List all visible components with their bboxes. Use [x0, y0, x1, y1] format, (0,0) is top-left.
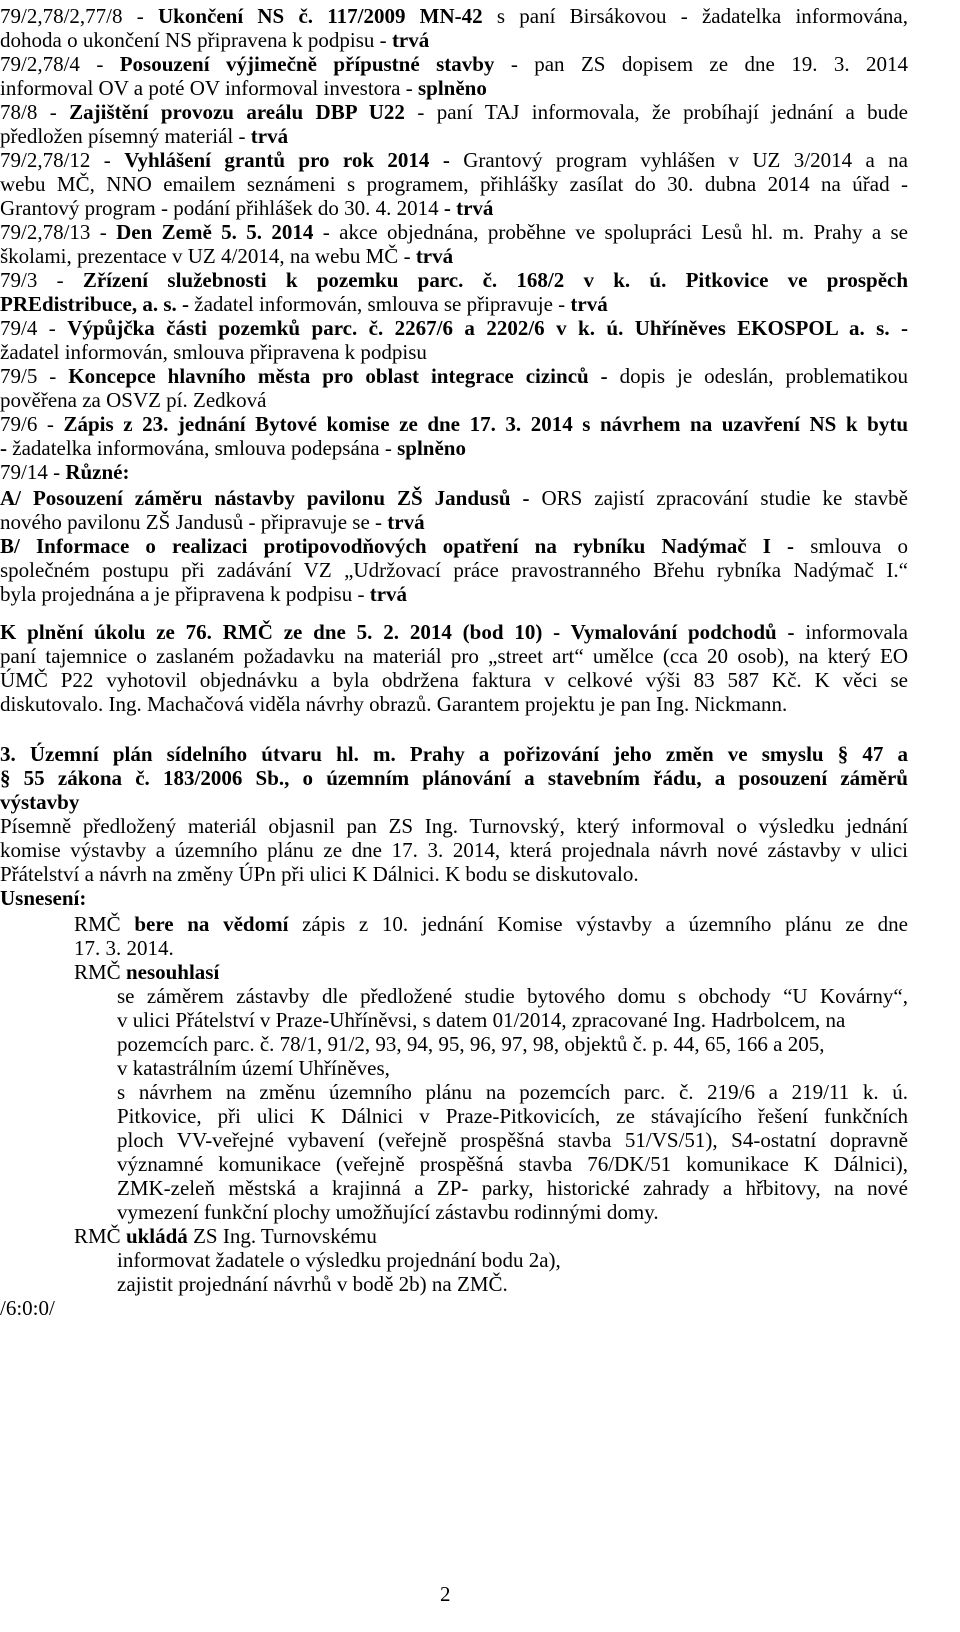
text-line [0, 862, 960, 886]
bold-text: - trvá [443, 196, 494, 220]
text-line [74, 1248, 908, 1272]
text-span: ZS Ing. Turnovskému [187, 1224, 377, 1248]
text-line [117, 1056, 908, 1080]
page-number: 2 [440, 1582, 451, 1606]
text-line [0, 340, 960, 364]
text-span: 79/3 - [0, 268, 83, 292]
text-line [0, 558, 908, 582]
text-line [74, 1080, 908, 1104]
bold-text: B/ Informace o realizaci protipovodňových opatření na rybníku Nadýmač I - [0, 534, 795, 558]
text-line [40, 960, 908, 984]
bold-text: Usnesení: [0, 886, 87, 910]
text-line [0, 692, 960, 716]
text-line [0, 886, 960, 910]
text-line [0, 268, 908, 292]
text-span: komise výstavby a územního plánu ze dne 17. 3. 2014, která projednala návrh nové zástavby v ulici [0, 838, 908, 862]
text-span: Grantový program - podání přihlášek do 30. 4. 2014 [0, 196, 444, 220]
text-line [0, 460, 960, 484]
bold-text: - [0, 436, 7, 460]
text-line [0, 292, 960, 316]
text-line [0, 436, 960, 460]
text-span: ÚMČ P22 vyhotovil objednávku a byla obdržena faktura v celkové výši 83 587 Kč. K věci se [0, 668, 908, 692]
text-span: 79/4 - [0, 316, 68, 340]
text-span: pozemcích parc. č. 78/1, 91/2, 93, 94, 95, 96, 97, 98, objektů č. p. 44, 65, 166 a 205, [117, 1032, 825, 1056]
text-span: - paní TAJ informovala, že probíhají jednání a bude [404, 100, 909, 124]
bold-text: Posouzení výjimečně přípustné stavby [119, 52, 495, 76]
text-line [0, 4, 908, 28]
text-line [0, 668, 908, 692]
text-span: zajistit projednání návrhů v bodě 2b) na ZMČ. [117, 1272, 508, 1296]
text-line [40, 1224, 908, 1248]
bold-text: trvá [387, 510, 425, 534]
text-line [74, 936, 960, 960]
bold-text: Den Země 5. 5. 2014 [116, 220, 314, 244]
text-span: společném postupu při zadávání VZ „Udržovací práce pravostranného Břehu rybníka Nadýmač I.“ [0, 558, 908, 582]
text-span: RMČ [74, 960, 126, 984]
bold-text: - [176, 292, 190, 316]
text-line [0, 838, 908, 862]
text-line [0, 100, 908, 124]
text-line [0, 196, 960, 220]
text-line [0, 766, 908, 790]
text-line [117, 1200, 908, 1224]
bold-text: PREdistribuce, a. s. [0, 292, 177, 316]
bold-text: Vyhlášení grantů pro rok 2014 - [124, 148, 450, 172]
text-line [117, 1128, 908, 1152]
text-span: žadatel informován, smlouva připravena k podpisu [0, 340, 427, 364]
text-span: ZMK-zeleň městská a krajinná a ZP- parky, historické zahrady a hřbitovy, na nové [117, 1176, 908, 1200]
text-line [0, 388, 960, 412]
text-line [0, 790, 960, 814]
text-span: nového pavilonu ZŠ Jandusů - připravuje se - [0, 510, 388, 534]
bold-text: bere na vědomí [134, 912, 289, 936]
text-span: RMČ [74, 1224, 126, 1248]
text-line [0, 644, 908, 668]
bold-text: Ukončení NS č. [157, 4, 328, 28]
text-line [117, 1152, 908, 1176]
text-span: - pan ZS dopisem ze dne 19. 3. 2014 [494, 52, 908, 76]
bold-text: K plnění úkolu ze 76. RMČ ze dne 5. 2. 2014 (bod 10) - Vymalování podchodů - [0, 620, 795, 644]
text-line [0, 742, 908, 766]
bold-text: § 55 zákona č. 183/2006 Sb., o územním plánování a stavebním řádu, a posouzení záměrů [0, 766, 908, 790]
text-line [0, 620, 908, 644]
text-line [117, 1032, 908, 1056]
text-span: ORS zajistí zpracování studie ke stavbě [529, 486, 908, 510]
text-span: RMČ [74, 912, 135, 936]
text-line [0, 148, 908, 172]
text-span: byla projednána a je připravena k podpisu - [0, 582, 370, 606]
text-line [40, 912, 908, 936]
text-line [0, 412, 908, 436]
bold-text: trvá [250, 124, 289, 148]
text-span: dohoda o ukončení NS připravena k podpisu - [0, 28, 392, 52]
text-span: 79/14 - [0, 460, 66, 484]
text-span: s paní Birsákovou - žadatelka informována, [482, 4, 909, 28]
text-span: pověřena za OSVZ pí. Zedková [0, 388, 267, 412]
text-line [117, 1008, 908, 1032]
text-span: smlouva o [794, 534, 908, 558]
text-span: - akce objednána, proběhne ve spolupráci Lesů hl. m. Prahy a se [313, 220, 908, 244]
text-span: diskutovalo. Ing. Machačová viděla návrhy obrazů. Garantem projektu je pan Ing. Nickmann. [0, 692, 788, 716]
bold-text: Různé: [65, 460, 130, 484]
text-span: s návrhem na změnu územního plánu na pozemcích parc. č. 219/6 a 219/11 k. ú. [117, 1080, 908, 1104]
text-line [0, 364, 908, 388]
bold-text: trvá [391, 28, 430, 52]
text-span: 79/2,78/13 - [0, 220, 117, 244]
text-span: 79/2,78/2,77/8 - [0, 4, 158, 28]
text-line [0, 316, 908, 340]
bold-text: Zajištění provozu areálu DBP U22 [69, 100, 405, 124]
text-line [0, 486, 908, 510]
bold-text: splněno [417, 76, 487, 100]
bold-text: 3. Územní plán sídelního útvaru hl. m. Prahy a pořizování jeho změn ve smyslu § 47 a [0, 742, 908, 766]
text-span: Přátelství a návrh na změny ÚPn při ulici K Dálnici. K bodu se diskutovalo. [0, 862, 639, 886]
text-line [74, 984, 908, 1008]
text-line [0, 1296, 960, 1320]
bold-text: Zřízení služebnosti k pozemku parc. č. 168/2 v k. ú. Pitkovice ve prospěch [82, 268, 909, 292]
bold-text: výstavby [0, 790, 80, 814]
text-line [74, 1272, 908, 1296]
text-span: vymezení funkční plochy umožňující zástavbu rodinnými domy. [117, 1200, 659, 1224]
bold-text: splněno [397, 436, 466, 460]
text-span: informovat žadatele o výsledku projednání bodu 2a), [117, 1248, 561, 1272]
text-span: 17. 3. 2014. [74, 936, 174, 960]
text-line [117, 1176, 908, 1200]
text-span: významné komunikace (veřejně prospěšná stavba 76/DK/51 komunikace K Dálnici), [117, 1152, 908, 1176]
text-line [0, 510, 960, 534]
text-span: 79/2,78/12 - [0, 148, 125, 172]
text-line [0, 76, 960, 100]
text-span: Pitkovice, při ulici K Dálnici v Praze-Pitkovicích, ze stávajícího řešení funkčních [117, 1104, 908, 1128]
bold-text: nesouhlasí [125, 960, 220, 984]
text-line [117, 1104, 908, 1128]
text-span: Grantový program vyhlášen v UZ 3/2014 a na [449, 148, 908, 172]
text-span: 79/6 - [0, 412, 64, 436]
text-line [0, 534, 908, 558]
text-span: informoval OV a poté OV informoval investora - [0, 76, 418, 100]
text-line [0, 244, 960, 268]
text-line [0, 172, 908, 196]
text-span: informovala [794, 620, 908, 644]
text-span: paní tajemnice o zaslaném požadavku na materiál pro „street art“ umělce (cca 20 osob), na který EO [0, 644, 908, 668]
text-span: dopis je odeslán, problematikou [607, 364, 908, 388]
bold-text: trvá [369, 582, 408, 606]
bold-text: 117/2009 MN-42 [327, 4, 483, 28]
text-span: školami, prezentace v UZ 4/2014, na webu MČ - [0, 244, 416, 268]
text-line [0, 124, 960, 148]
text-span: v ulici Přátelství v Praze-Uhříněvsi, s datem 01/2014, zpracované Ing. Hadrbolcem, na [117, 1008, 846, 1032]
text-span: 79/2,78/4 - [0, 52, 120, 76]
bold-text: ukládá [125, 1224, 188, 1248]
bold-text: Zápis z 23. jednání Bytové komise ze dne 17. 3. 2014 s návrhem na uzavření NS k bytu [63, 412, 909, 436]
bold-text: trvá [570, 292, 608, 316]
text-span: 78/8 - [0, 100, 70, 124]
text-span: předložen písemný materiál - [0, 124, 251, 148]
text-span: /6:0:0/ [0, 1296, 55, 1320]
text-line [0, 28, 960, 52]
text-span: Písemně předložený materiál objasnil pan ZS Ing. Turnovský, který informoval o výsledku jednání [0, 814, 908, 838]
text-span: ploch VV-veřejné vybavení (veřejně prospěšná stavba 51/VS/51), S4-ostatní dopravně [117, 1128, 908, 1152]
text-span: žadatel informován, smlouva se připravuje - [189, 292, 571, 316]
text-span: 79/5 - [0, 364, 69, 388]
text-line [0, 52, 908, 76]
bold-text: Výpůjčka části pozemků parc. č. 2267/6 a 2202/6 v k. ú. Uhříněves EKOSPOL a. s. - [67, 316, 909, 340]
text-span: se záměrem zástavby dle předložené studie bytového domu s obchody “U Kovárny“, [117, 984, 908, 1008]
text-span: webu MČ, NNO emailem seznámeni s programem, přihlášky zasílat do 30. dubna 2014 na úřad - [0, 172, 908, 196]
text-line [0, 582, 960, 606]
text-span: zápis z 10. jednání Komise výstavby a územního plánu ze dne [288, 912, 909, 936]
text-span: žadatelka informována, smlouva podepsána - [7, 436, 398, 460]
text-line [0, 814, 908, 838]
text-span: v katastrálním území Uhříněves, [117, 1056, 390, 1080]
bold-text: A/ Posouzení záměru nástavby pavilonu ZŠ Jandusů - [0, 486, 530, 510]
bold-text: Koncepce hlavního města pro oblast integrace cizinců - [68, 364, 608, 388]
bold-text: trvá [415, 244, 454, 268]
text-line [0, 220, 908, 244]
